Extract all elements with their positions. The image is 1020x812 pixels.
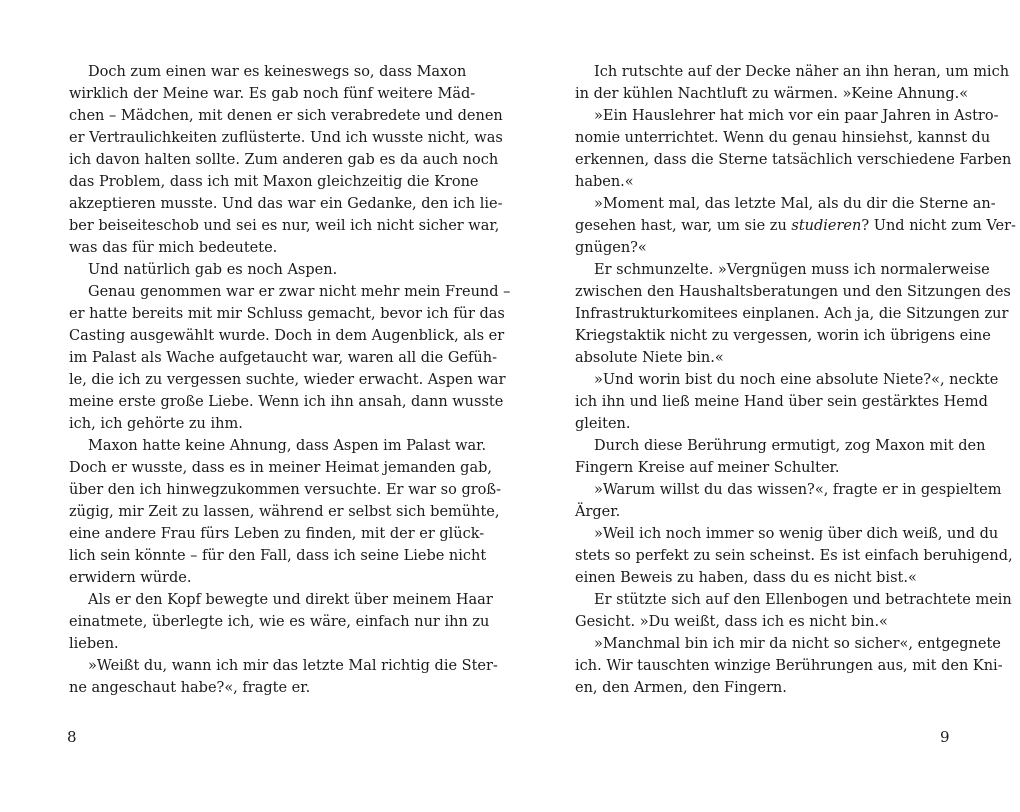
text-line: gnügen?« <box>575 240 647 256</box>
text-line: lich sein könnte – für den Fall, dass ich seine Liebe nicht <box>69 548 487 564</box>
text-line: »Weil ich noch immer so wenig über dich weiß, und du <box>594 526 999 542</box>
text-line: Ich rutschte auf der Decke näher an ihn heran, um mich <box>594 64 1010 80</box>
text-line: gesehen hast, war, um sie zu studieren? Und nicht zum Ver- <box>575 218 1016 234</box>
text-line: »Manchmal bin ich mir da nicht so sicher«, entgegnete <box>594 636 1001 652</box>
text-line: ne angeschaut habe?«, fragte er. <box>69 680 311 696</box>
text-line: einatmete, überlegte ich, wie es wäre, einfach nur ihn zu <box>69 614 490 630</box>
left-page-number: 8 <box>67 728 77 746</box>
text-line: Gesicht. »Du weißt, dass ich es nicht bin.« <box>575 614 888 630</box>
text-line: Genau genommen war er zwar nicht mehr mein Freund – <box>88 284 511 300</box>
text-line: Er stützte sich auf den Ellenbogen und betrachtete mein <box>594 592 1012 608</box>
text-line: lieben. <box>69 636 119 652</box>
text-line: Doch er wusste, dass es in meiner Heimat jemanden gab, <box>69 460 492 476</box>
text-line: absolute Niete bin.« <box>575 350 724 366</box>
text-line: Doch zum einen war es keineswegs so, dass Maxon <box>88 64 467 80</box>
text-line: wirklich der Meine war. Es gab noch fünf weitere Mäd- <box>69 86 476 102</box>
text-line: Ärger. <box>575 504 621 520</box>
text-line: ich. Wir tauschten winzige Berührungen aus, mit den Kni- <box>575 658 1003 674</box>
right-page-number: 9 <box>940 728 950 746</box>
text-line: »Und worin bist du noch eine absolute Niete?«, neckte <box>594 372 999 388</box>
text-line: Und natürlich gab es noch Aspen. <box>88 262 338 278</box>
text-line: gleiten. <box>575 416 631 432</box>
text-line: in der kühlen Nachtluft zu wärmen. »Keine Ahnung.« <box>575 86 969 102</box>
text-line: einen Beweis zu haben, dass du es nicht bist.« <box>575 570 917 586</box>
text-line: »Warum willst du das wissen?«, fragte er in gespieltem <box>594 482 1002 498</box>
text-line: zügig, mir Zeit zu lassen, während er selbst sich bemühte, <box>69 504 500 520</box>
text-line: »Moment mal, das letzte Mal, als du dir die Sterne an- <box>594 196 996 212</box>
text-line: eine andere Frau fürs Leben zu finden, mit der er glück- <box>69 526 485 542</box>
text-line: »Weißt du, wann ich mir das letzte Mal richtig die Ster- <box>88 658 498 674</box>
text-line: chen – Mädchen, mit denen er sich verabredete und denen <box>69 108 503 124</box>
text-line: Er schmunzelte. »Vergnügen muss ich normalerweise <box>594 262 990 278</box>
text-line: erkennen, dass die Sterne tatsächlich verschiedene Farben <box>575 152 1012 168</box>
text-line: en, den Armen, den Fingern. <box>575 680 787 696</box>
text-line: stets so perfekt zu sein scheinst. Es ist einfach beruhigend, <box>575 548 1013 564</box>
left-page-text <box>69 61 511 699</box>
text-line: ich davon halten sollte. Zum anderen gab es da auch noch <box>69 152 499 168</box>
text-line: »Ein Hauslehrer hat mich vor ein paar Jahren in Astro- <box>594 108 999 124</box>
right-page-text <box>575 61 1016 699</box>
text-line: akzeptieren musste. Und das war ein Gedanke, den ich lie- <box>69 196 503 212</box>
text-line: Fingern Kreise auf meiner Schulter. <box>575 460 840 476</box>
text-line: über den ich hinwegzukommen versuchte. Er war so groß- <box>69 482 501 498</box>
text-line: Maxon hatte keine Ahnung, dass Aspen im Palast war. <box>88 438 487 454</box>
text-line: im Palast als Wache aufgetaucht war, waren all die Gefüh- <box>69 350 497 366</box>
text-line: das Problem, dass ich mit Maxon gleichzeitig die Krone <box>69 174 479 190</box>
text-line: Durch diese Berührung ermutigt, zog Maxon mit den <box>594 438 986 454</box>
text-line: Kriegstaktik nicht zu vergessen, worin ich übrigens eine <box>575 328 991 344</box>
text-line: was das für mich bedeutete. <box>69 240 278 256</box>
text-line: Casting ausgewählt wurde. Doch in dem Augenblick, als er <box>69 328 505 344</box>
text-line: Als er den Kopf bewegte und direkt über meinem Haar <box>88 592 493 608</box>
text-line: er hatte bereits mit mir Schluss gemacht, bevor ich für das <box>69 306 505 322</box>
text-line: haben.« <box>575 174 634 190</box>
text-line: zwischen den Haushaltsberatungen und den Sitzungen des <box>575 284 1011 300</box>
text-line: ich, ich gehörte zu ihm. <box>69 416 243 432</box>
text-line: le, die ich zu vergessen suchte, wieder erwacht. Aspen war <box>69 372 506 388</box>
text-line: meine erste große Liebe. Wenn ich ihn ansah, dann wusste <box>69 394 504 410</box>
text-line: ich ihn und ließ meine Hand über sein gestärktes Hemd <box>575 394 988 410</box>
text-line: er Vertraulichkeiten zuflüsterte. Und ich wusste nicht, was <box>69 130 503 146</box>
text-line: nomie unterrichtet. Wenn du genau hinsiehst, kannst du <box>575 130 991 146</box>
text-line: erwidern würde. <box>69 570 192 586</box>
text-line: Infrastrukturkomitees einplanen. Ach ja, die Sitzungen zur <box>575 306 1009 322</box>
text-line: ber beiseiteschob und sei es nur, weil ich nicht sicher war, <box>69 218 500 234</box>
